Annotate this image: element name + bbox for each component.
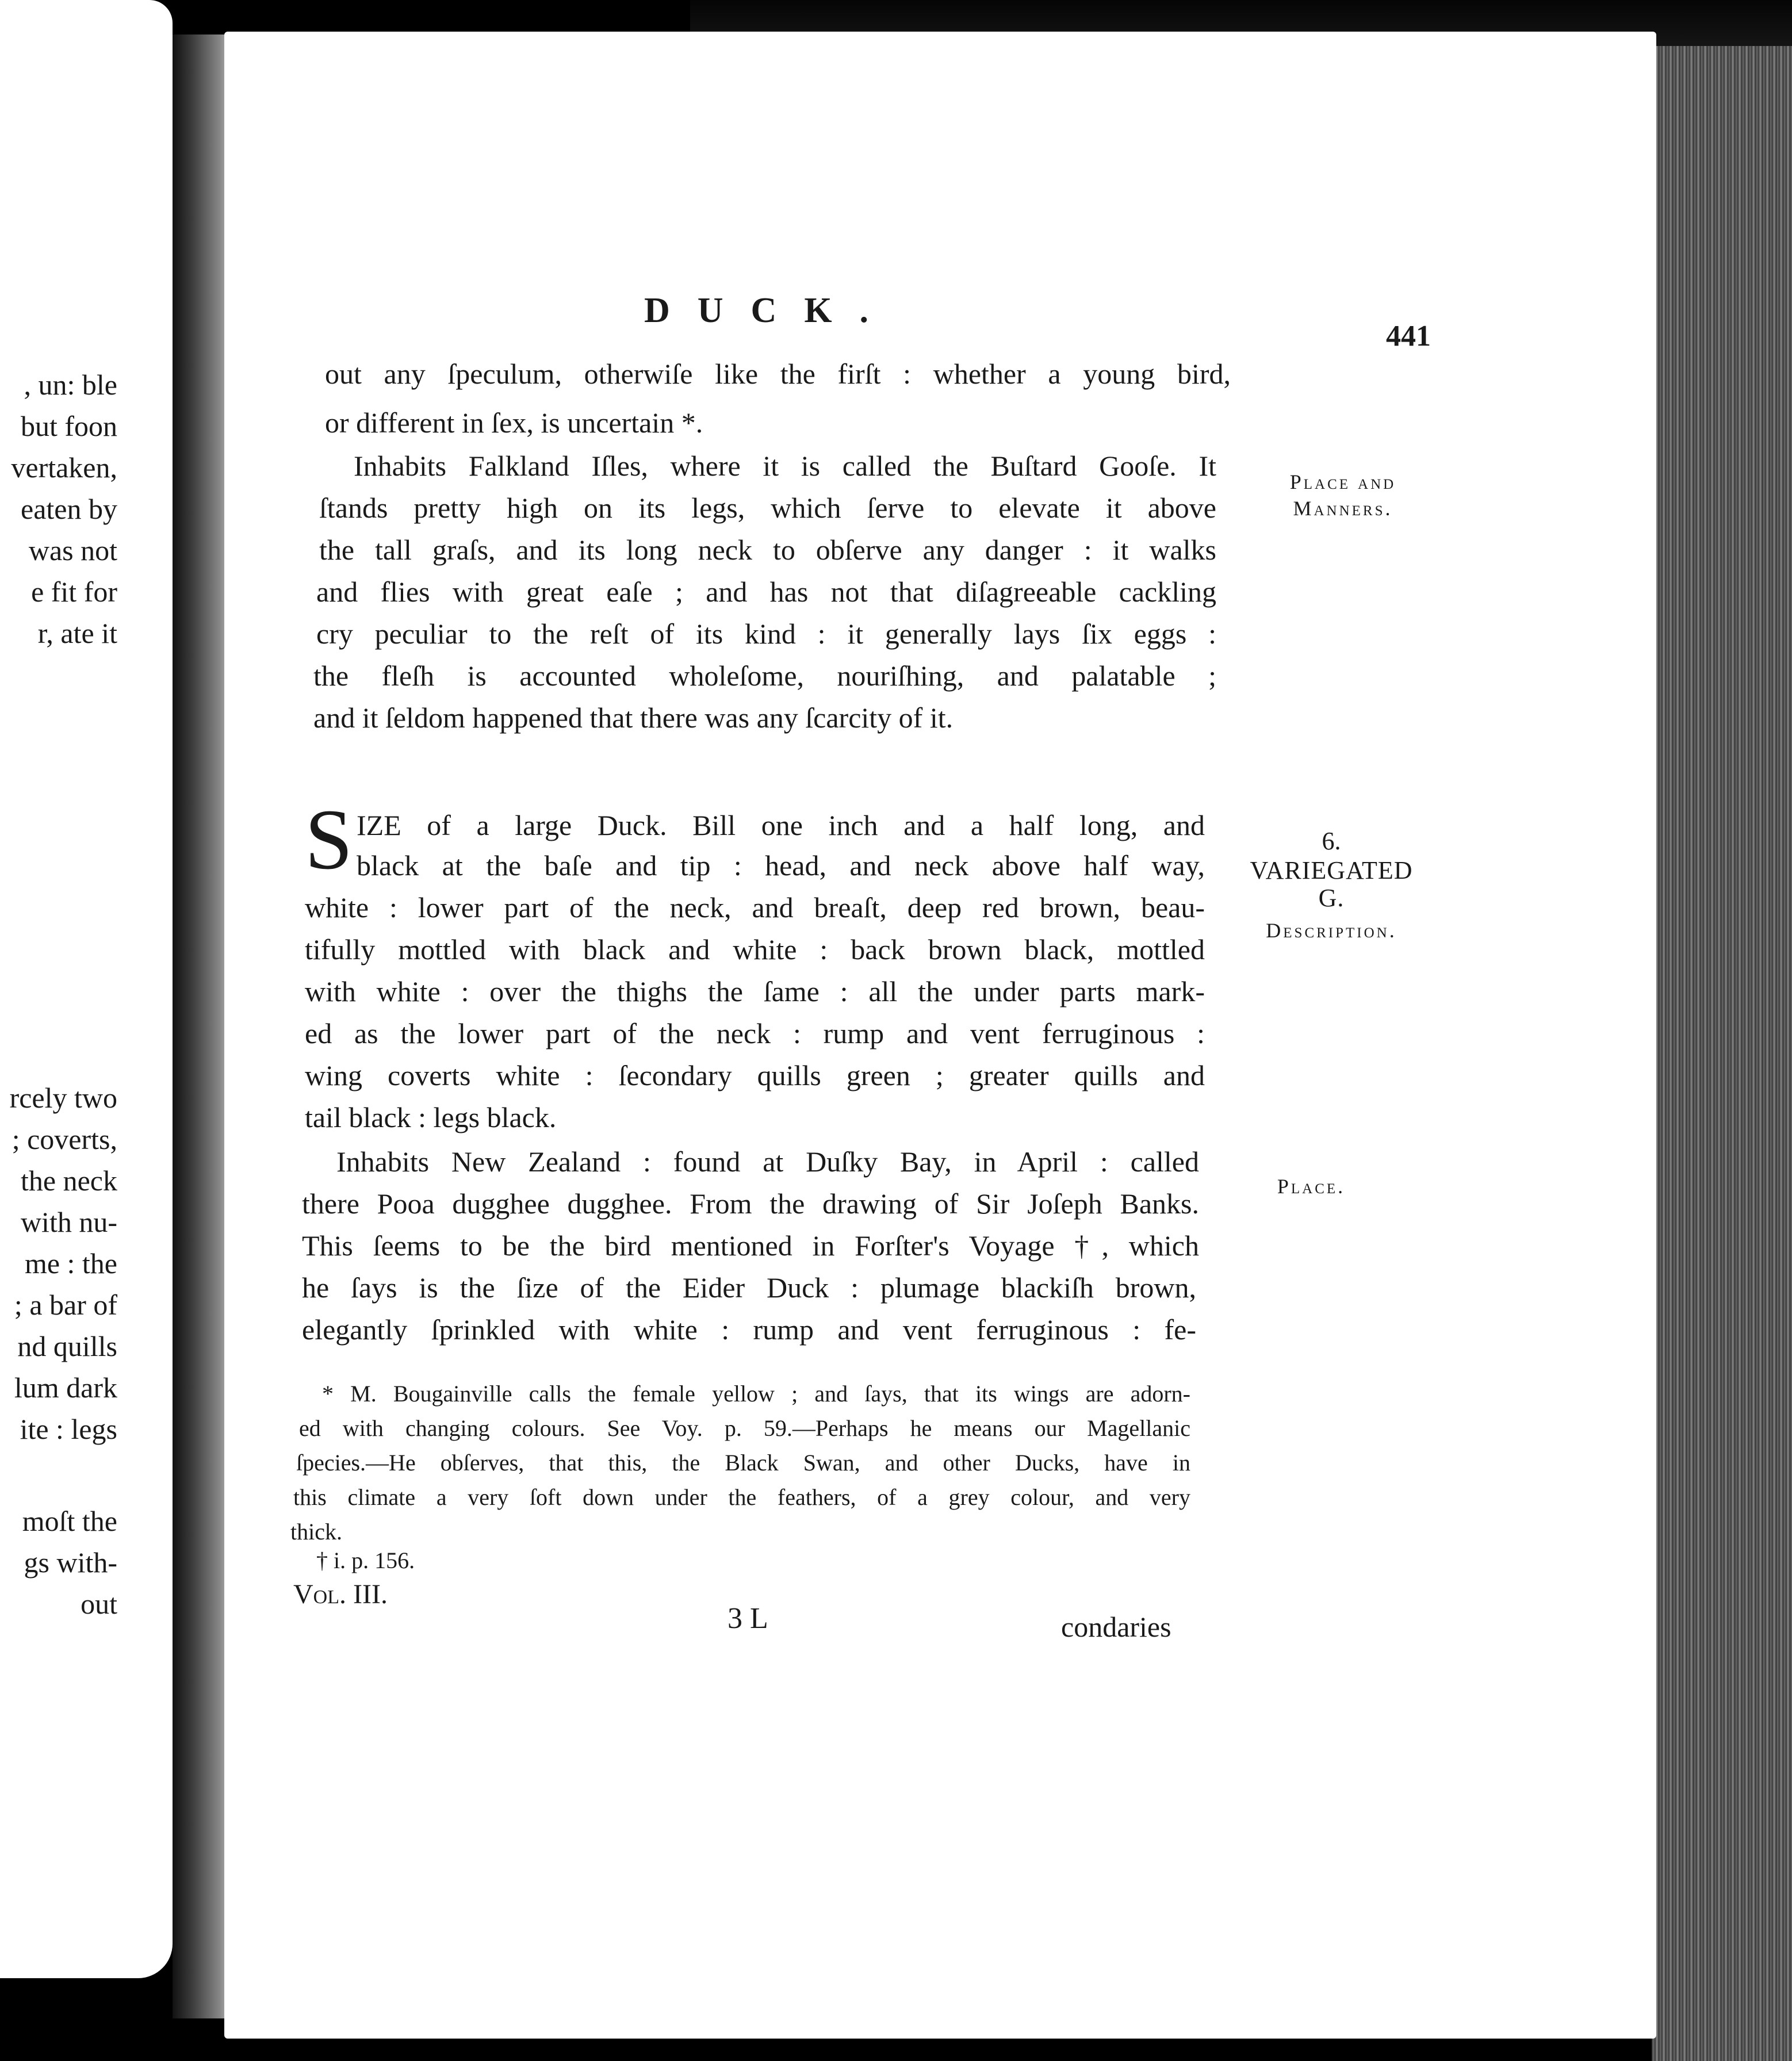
margin-note-description: Description. <box>1266 919 1397 942</box>
body-line: and it ſeldom happened that there was any ſcarcity of it. <box>313 702 954 734</box>
body-line: Inhabits Falkland Iſles, where it is called the Buſtard Gooſe. It <box>354 450 1216 482</box>
footnote-line: * M. Bougainville calls the female yellow ; and ſays, that its wings are adorn- <box>322 1381 1190 1407</box>
footnote-line: this climate a very ſoft down under the feathers, of a grey colour, and very <box>293 1484 1190 1510</box>
body-line: the fleſh is accounted wholeſome, nouriſhing, and palatable ; <box>313 660 1216 692</box>
left-page-line: was not <box>28 534 117 566</box>
running-head: DUCK. <box>644 291 897 330</box>
body-line: ed as the lower part of the neck : rump and vent ferruginous : <box>305 1017 1205 1049</box>
volume-label: Vol. III. <box>293 1579 388 1610</box>
left-page-line: but foon <box>20 410 117 442</box>
body-line: tail black : legs black. <box>305 1101 557 1133</box>
left-page-line: moſt the <box>22 1505 117 1537</box>
signature-mark: 3 L <box>727 1602 768 1635</box>
left-page-line: ite : legs <box>20 1413 117 1445</box>
page-fore-edge <box>1652 46 1792 2061</box>
footnote-line: thick. <box>290 1519 342 1545</box>
left-page-line: , un: ble <box>24 369 117 401</box>
left-page-line: eaten by <box>21 493 117 525</box>
drop-cap: S <box>305 792 353 887</box>
body-line: elegantly ſprinkled with white : rump and vent ferruginous : fe- <box>302 1313 1196 1346</box>
left-page-line: lum dark <box>14 1372 117 1404</box>
body-line: wing coverts white : ſecondary quills green ; greater quills and <box>305 1059 1205 1091</box>
left-page-line: nd quills <box>17 1330 117 1362</box>
left-page-line: ; a bar of <box>14 1289 117 1321</box>
body-line: IZE of a large Duck. Bill one inch and a half long, and <box>357 809 1205 841</box>
body-line: ſtands pretty high on its legs, which ſerve to elevate it above <box>319 492 1216 524</box>
body-line: Inhabits New Zealand : found at Duſky Bay, in April : called <box>336 1146 1199 1178</box>
body-line: or different in ſex, is uncertain *. <box>325 407 703 439</box>
body-line: the tall graſs, and its long neck to obſerve any danger : it walks <box>319 534 1216 566</box>
body-line: out any ſpeculum, otherwiſe like the firſt : whether a young bird, <box>325 358 1231 390</box>
body-line: tifully mottled with black and white : back brown black, mottled <box>305 933 1205 966</box>
body-line: white : lower part of the neck, and breaſt, deep red brown, beau- <box>305 891 1205 924</box>
body-line: he ſays is the ſize of the Eider Duck : plumage blackiſh brown, <box>302 1271 1196 1304</box>
species-name: VARIEGATED G. <box>1250 856 1413 912</box>
left-page-line: e fit for <box>31 576 117 608</box>
body-line: and flies with great eaſe ; and has not that diſagreeable cackling <box>316 576 1216 608</box>
left-facing-page <box>0 0 173 1978</box>
species-number: 6. <box>1322 827 1341 855</box>
left-page-line: ; coverts, <box>12 1123 117 1155</box>
margin-note-place-and-manners: Place and Manners. <box>1289 470 1396 520</box>
left-page-line: me : the <box>24 1247 117 1279</box>
left-page-line: gs with- <box>24 1546 117 1579</box>
margin-note-place: Place. <box>1277 1175 1346 1198</box>
body-line: there Pooa dugghee dugghee. From the drawing of Sir Joſeph Banks. <box>302 1187 1199 1220</box>
left-page-line: vertaken, <box>11 451 117 484</box>
left-page-line: with nu- <box>20 1206 117 1238</box>
catchword: condaries <box>1061 1611 1171 1643</box>
footnote-line: ſpecies.—He obſerves, that this, the Black Swan, and other Ducks, have in <box>296 1450 1190 1476</box>
left-page-line: r, ate it <box>37 617 117 649</box>
page-number: 441 <box>1386 320 1431 353</box>
body-line: cry peculiar to the reſt of its kind : it generally lays ſix eggs : <box>316 618 1216 650</box>
body-line: This ſeems to be the bird mentioned in Forſter's Voyage †, which <box>302 1229 1199 1262</box>
left-page-line: the neck <box>21 1164 117 1197</box>
left-page-line: out <box>81 1588 117 1620</box>
left-page-line: rcely two <box>9 1082 117 1114</box>
body-line: black at the baſe and tip : head, and neck above half way, <box>357 849 1205 882</box>
footnote-dagger: † i. p. 156. <box>316 1547 415 1573</box>
body-line: with white : over the thighs the ſame : all the under parts mark- <box>305 975 1205 1007</box>
footnote-line: ed with changing colours. See Voy. p. 59.—Perhaps he means our Magellanic <box>299 1415 1190 1441</box>
